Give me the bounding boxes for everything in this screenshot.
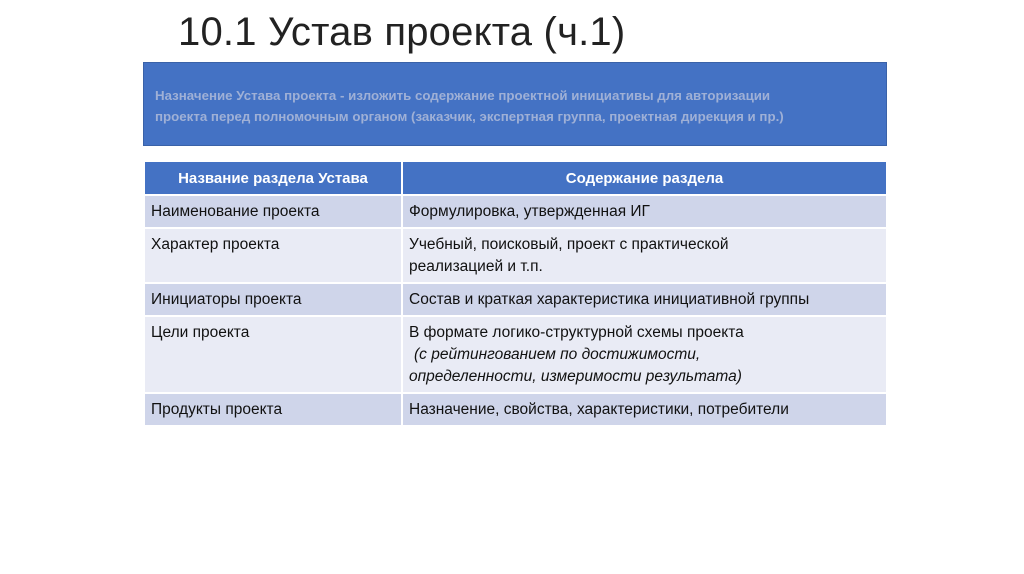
- row-content-line: В формате логико-структурной схемы проекта: [409, 324, 744, 341]
- table-row: [145, 228, 886, 283]
- table-row: [145, 195, 886, 228]
- row-content: [402, 195, 886, 228]
- row-content: [402, 228, 886, 283]
- row-name: Характер проекта: [145, 228, 402, 283]
- row-content-line: (с рейтингованием по достижимости,: [414, 346, 701, 363]
- row-content-line: Учебный, поисковый, проект с практической: [409, 236, 729, 253]
- purpose-line-1: Назначение Устава проекта - изложить содержание проектной инициативы для авторизации: [155, 88, 771, 103]
- charter-table: [145, 162, 886, 425]
- header-section-name: Название раздела Устава: [145, 162, 402, 195]
- row-name: Цели проекта: [145, 316, 402, 393]
- row-content-line: реализацией и т.п.: [409, 258, 543, 275]
- table-row: [145, 393, 886, 425]
- row-content: [402, 283, 886, 316]
- table-row: [145, 316, 886, 393]
- table-header-row: [145, 162, 886, 195]
- row-content-line: Назначение, свойства, характеристики, потребители: [409, 401, 789, 418]
- purpose-text: [155, 85, 876, 127]
- header-section-content: Содержание раздела: [402, 162, 886, 195]
- row-content-line: определенности, измеримости результата): [409, 368, 742, 385]
- table-row: [145, 283, 886, 316]
- row-content-line: Состав и краткая характеристика инициативной группы: [409, 291, 810, 308]
- row-content: [402, 393, 886, 425]
- row-name: Наименование проекта: [145, 195, 402, 228]
- purpose-box: [143, 62, 887, 146]
- row-name: Инициаторы проекта: [145, 283, 402, 316]
- slide-title: 10.1 Устав проекта (ч.1): [178, 10, 626, 54]
- row-content: [402, 316, 886, 393]
- purpose-line-2: проекта перед полномочным органом (заказчик, экспертная группа, проектная дирекция и пр.): [155, 109, 784, 124]
- row-name: Продукты проекта: [145, 393, 402, 425]
- row-content-line: Формулировка, утвержденная ИГ: [409, 203, 650, 220]
